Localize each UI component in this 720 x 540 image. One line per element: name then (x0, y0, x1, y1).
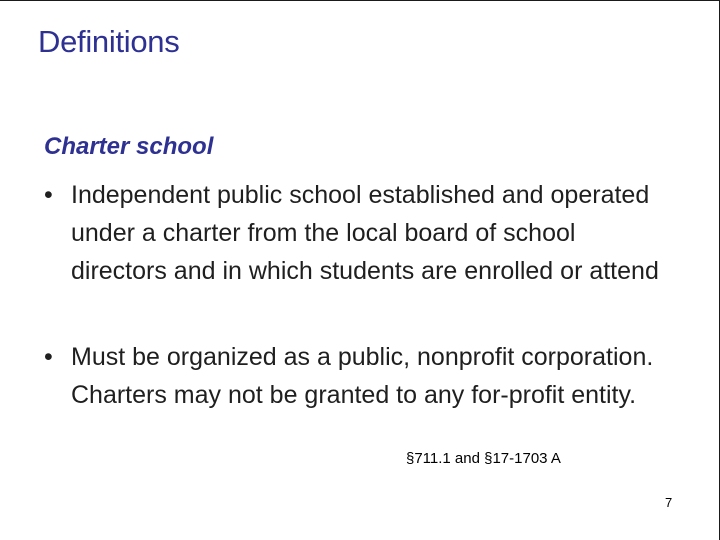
bullet-item (44, 338, 664, 414)
bullet-dot-icon: • (44, 343, 53, 371)
slide-top-border (0, 0, 720, 1)
bullet-text: Must be organized as a public, nonprofit corporation. Charters may not be granted to any for-profit entity. (71, 343, 654, 409)
term-heading: Charter school (44, 133, 214, 160)
bullet-dot-icon: • (44, 181, 53, 209)
bullet-item (44, 176, 664, 290)
page-number: 7 (665, 495, 673, 510)
bullet-text: Independent public school established and operated under a charter from the local board of school directors and in which students are enrolled or attend (71, 181, 659, 285)
slide-title: Definitions (38, 24, 180, 59)
legal-citation: §711.1 and §17-1703 A (406, 450, 561, 467)
